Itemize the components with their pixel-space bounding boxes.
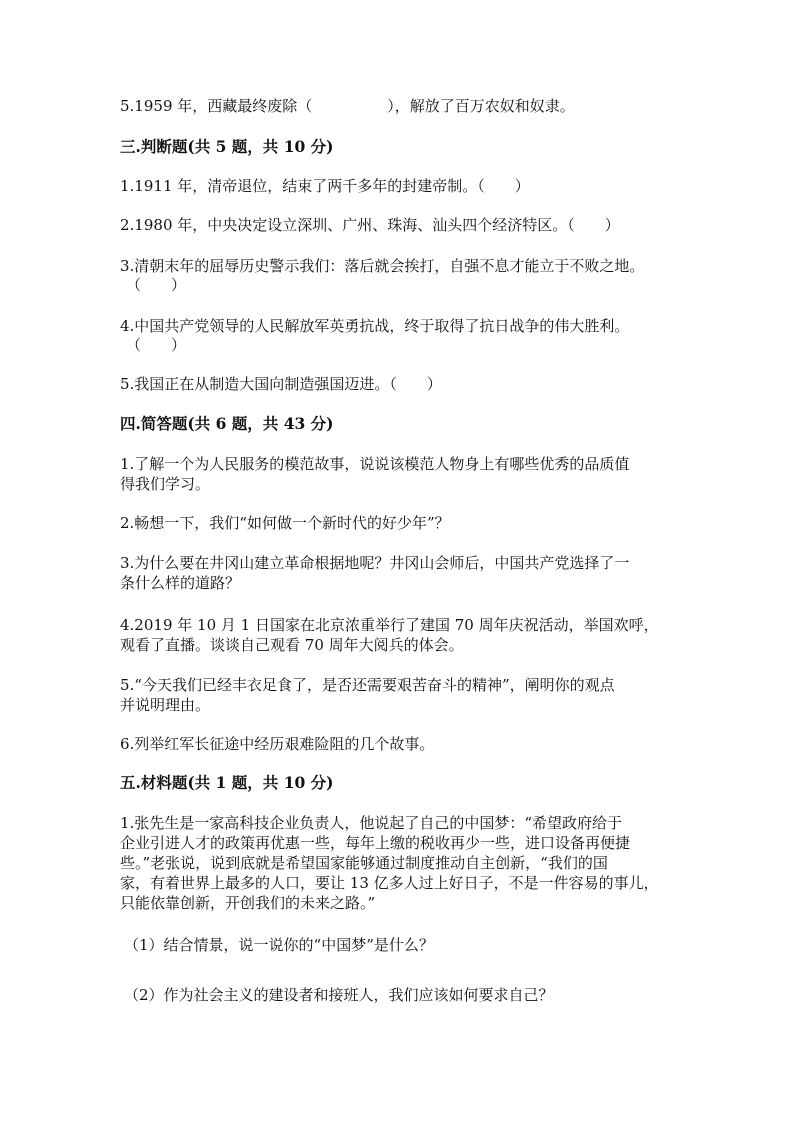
judgment-item-4: 4.中国共产党领导的人民解放军英勇抗战，终于取得了抗日战争的伟大胜利。 xyxy=(120,317,630,335)
judgment-item-4-bracket: （ ） xyxy=(126,336,187,354)
judgment-item-3: 3.清朝末年的屈辱历史警示我们：落后就会挨打，自强不息才能立于不败之地。 xyxy=(120,257,645,275)
short-answer-4-line-1: 4.2019 年 10 月 1 日国家在北京浓重举行了建国 70 周年庆祝活动，举国欢呼， xyxy=(120,616,659,634)
short-answer-3-line-2: 条什么样的道路？ xyxy=(120,574,241,592)
fill-blank-item-5: 5.1959 年，西藏最终废除（ ），解放了百万农奴和奴隶。 xyxy=(120,97,575,115)
short-answer-2: 2.畅想一下，我们“如何做一个新时代的好少年”？ xyxy=(120,514,450,532)
section-5-heading: 五.材料题(共 1 题，共 10 分) xyxy=(120,773,334,792)
material-line-4: 家，有着世界上最多的人口，要让 13 亿多人过上好日子，不是一件容易的事儿， xyxy=(120,874,659,892)
judgment-item-5: 5.我国正在从制造大国向制造强国迈进。（ ） xyxy=(120,375,442,393)
short-answer-5-line-1: 5.“今天我们已经丰衣足食了，是否还需要艰苦奋斗的精神”，阐明你的观点 xyxy=(120,676,615,694)
short-answer-1-line-2: 得我们学习。 xyxy=(120,475,211,493)
material-line-1: 1.张先生是一家高科技企业负责人，他说起了自己的中国梦：“希望政府给于 xyxy=(120,814,622,832)
short-answer-5-line-2: 并说明理由。 xyxy=(120,696,211,714)
judgment-item-2: 2.1980 年，中央决定设立深圳、广州、珠海、汕头四个经济特区。（ ） xyxy=(120,216,620,234)
material-line-3: 些。”老张说，说到底就是希望国家能够通过制度推动自主创新，“我们的国 xyxy=(120,854,608,872)
short-answer-6: 6.列举红军长征途中经历艰难险阻的几个故事。 xyxy=(120,735,435,753)
section-4-heading: 四.简答题(共 6 题，共 43 分) xyxy=(120,414,334,433)
short-answer-4-line-2: 观看了直播。谈谈自己观看 70 周年大阅兵的体会。 xyxy=(120,636,464,654)
material-line-2: 企业引进人才的政策再优惠一些，每年上缴的税收再少一些，进口设备再便捷 xyxy=(120,834,631,852)
section-3-heading: 三.判断题(共 5 题，共 10 分) xyxy=(120,137,334,156)
material-question-1: （1）结合情景，说一说你的“中国梦”是什么？ xyxy=(124,936,434,954)
short-answer-1-line-1: 1.了解一个为人民服务的模范故事，说说该模范人物身上有哪些优秀的品质值 xyxy=(120,455,630,473)
judgment-item-3-bracket: （ ） xyxy=(126,276,187,294)
judgment-item-1: 1.1911 年，清帝退位，结束了两千多年的封建帝制。（ ） xyxy=(120,177,530,195)
short-answer-3-line-1: 3.为什么要在井冈山建立革命根据地呢？井冈山会师后，中国共产党选择了一 xyxy=(120,554,630,572)
material-line-5: 只能依靠创新，开创我们的未来之路。” xyxy=(120,894,376,912)
material-question-2: （2）作为社会主义的建设者和接班人，我们应该如何要求自己？ xyxy=(124,986,554,1004)
